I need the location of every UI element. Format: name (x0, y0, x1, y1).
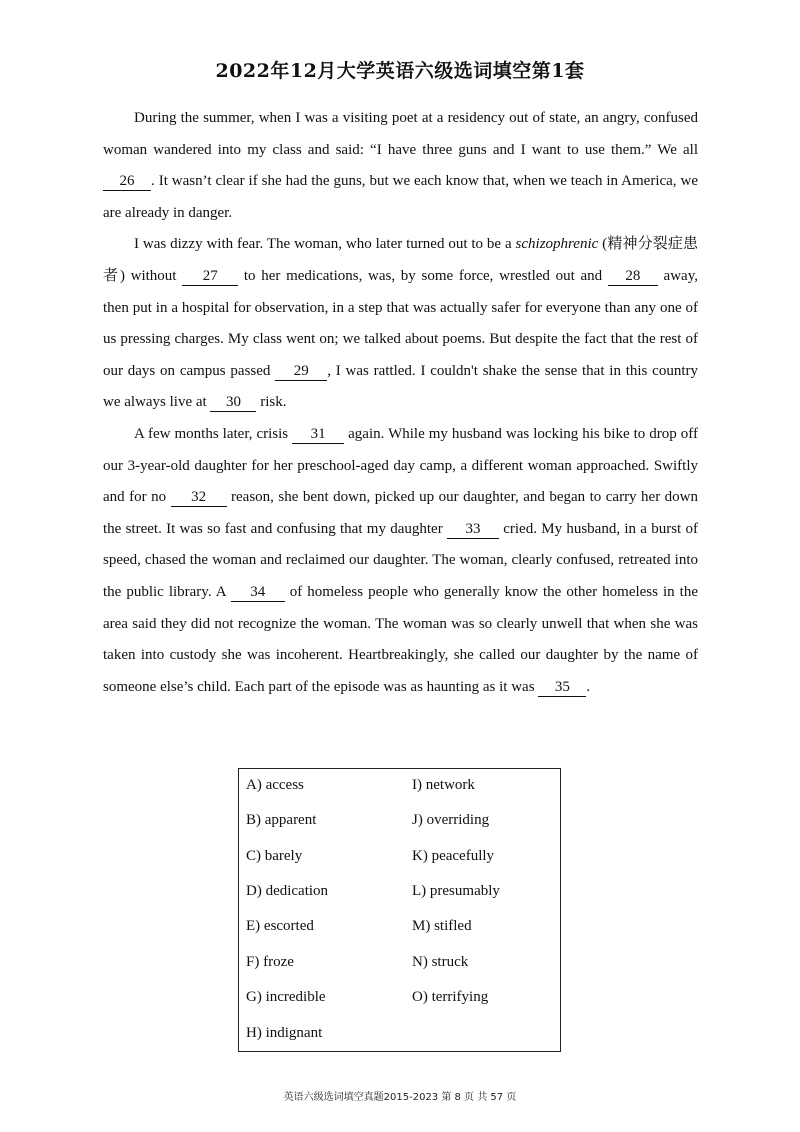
blank-27[interactable]: 27 (182, 268, 238, 286)
blank-30[interactable]: 30 (210, 394, 256, 412)
blank-35[interactable]: 35 (538, 679, 586, 697)
paragraph-3 (103, 419, 698, 703)
paragraph-text: again. While my husband was locking his bike to drop off our 3-year-old daughter for her preschool-aged day camp, a different woman approached. Swiftly and for no (103, 425, 698, 506)
option-m[interactable]: M) stifled (412, 918, 472, 934)
paragraph-text: away, then put in a hospital for observation, in a step that was actually safer for everyone than any one of us pressing charges. My class went on; we talked about poems. But despite the fact that the rest of our days on campus passed (103, 267, 698, 379)
blank-29[interactable]: 29 (275, 363, 327, 381)
blank-34[interactable]: 34 (231, 584, 285, 602)
paragraph-text: . (586, 678, 591, 695)
option-e[interactable]: E) escorted (246, 918, 314, 934)
paragraph-text: I was dizzy with fear. The woman, who later turned out to be a (134, 236, 516, 253)
option-o[interactable]: O) terrifying (412, 989, 489, 1005)
option-d[interactable]: D) dedication (246, 883, 329, 899)
paragraph-text: . It wasn’t clear if she had the guns, but we each know that, when we teach in America, we are already in danger. (103, 173, 698, 221)
option-k[interactable]: K) peacefully (412, 848, 495, 864)
option-g[interactable]: G) incredible (246, 989, 326, 1005)
blank-26[interactable]: 26 (103, 173, 151, 191)
option-b[interactable]: B) apparent (246, 812, 317, 828)
blank-32[interactable]: 32 (171, 489, 227, 507)
option-c[interactable]: C) barely (246, 848, 303, 864)
passage (103, 103, 698, 703)
page-title: 2022年12月大学英语六级选词填空第1套 (215, 60, 585, 82)
option-l[interactable]: L) presumably (412, 883, 500, 899)
paragraph-2 (103, 229, 698, 419)
paragraph-text: reason, she bent down, picked up our daughter, and began to carry her down the street. It was so fast and confusing that my daughter (103, 489, 698, 537)
paragraph-text: During the summer, when I was a visiting poet at a residency out of state, an angry, confused woman wandered into my class and said: “I have three guns and I want to use them.” We all (103, 110, 698, 158)
option-h[interactable]: H) indignant (246, 1025, 323, 1041)
paragraph-text: A few months later, crisis (134, 425, 293, 442)
paragraph-1 (103, 103, 698, 229)
paragraph-text: (精神分裂症患者) without (103, 236, 699, 284)
italic-term: schizophrenic (515, 236, 599, 253)
option-f[interactable]: F) froze (246, 954, 294, 970)
word-bank-box (238, 768, 561, 1052)
paragraph-text: to her medications, was, by some force, wrestled out and (238, 267, 608, 284)
paragraph-text: of homeless people who generally know the other homeless in the area said they did not recognize the woman. The woman was so clearly unwell that when she was taken into custody she was incoherent. Heartbreakingly, she called our daughter by the name of someone else’s child. Each part of the episode was as haunting as it was (103, 583, 698, 695)
option-i[interactable]: I) network (412, 777, 475, 793)
blank-28[interactable]: 28 (608, 268, 658, 286)
page-footer: 英语六级选词填空真题2015-2023 第 8 页 共 57 页 (283, 1092, 517, 1103)
paragraph-text: , I was rattled. I couldn't shake the sense that in this country we always live at (103, 362, 698, 411)
option-n[interactable]: N) struck (412, 954, 469, 970)
blank-33[interactable]: 33 (447, 521, 499, 539)
blank-31[interactable]: 31 (292, 426, 344, 444)
option-a[interactable]: A) access (246, 777, 304, 793)
option-j[interactable]: J) overriding (412, 812, 490, 828)
paragraph-text: risk. (256, 394, 287, 411)
paragraph-text: cried. My husband, in a burst of speed, chased the woman and reclaimed our daughter. The woman, clearly confused, retreated into the public library. A (103, 520, 698, 600)
